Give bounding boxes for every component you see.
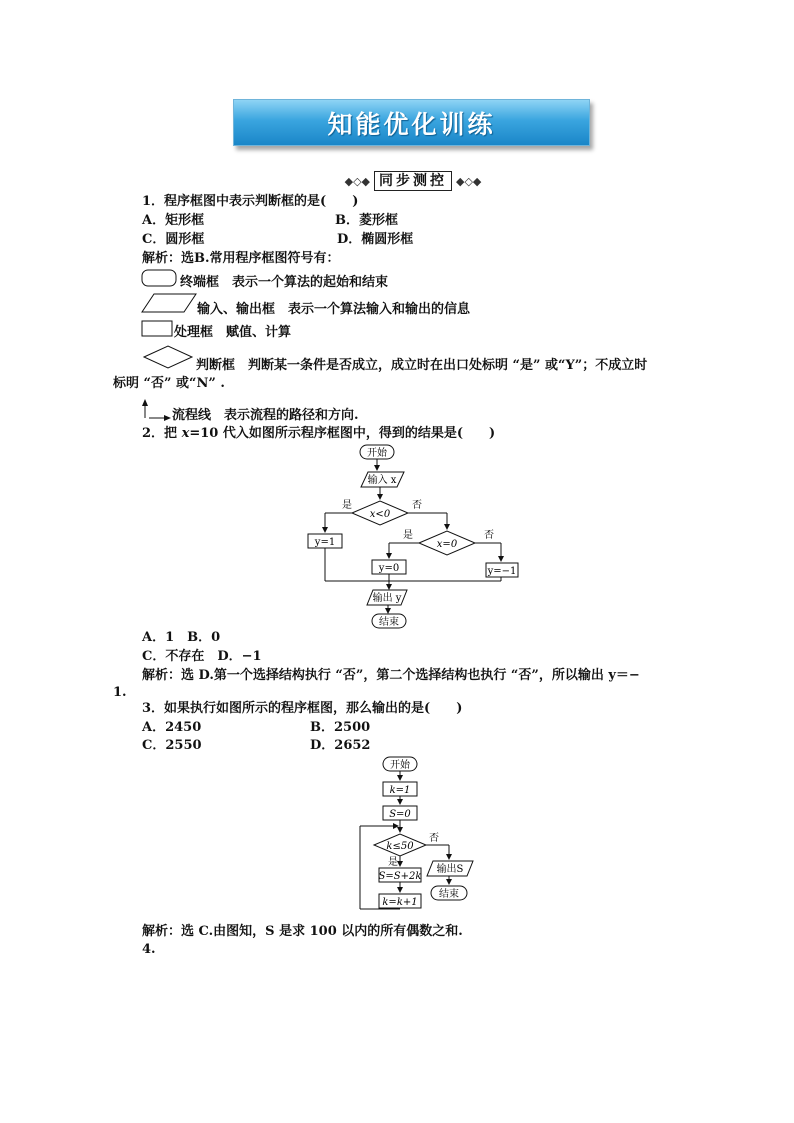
q3-option-b: B．2500: [310, 720, 371, 735]
section-title: 同步测控: [374, 171, 452, 191]
q2-assign-ym1-text: y=−1: [487, 566, 517, 577]
q3-update-s-text: S=S+2k: [378, 871, 422, 882]
q1-symbol-io: 输入、输出框 表示一个算法输入和输出的信息: [197, 302, 471, 317]
q4-label: 4.: [142, 942, 156, 957]
q1-symbol-flowline: 流程线 表示流程的路径和方向.: [172, 408, 359, 423]
q3-option-a: A．2450: [142, 720, 202, 735]
q3-output-text: 输出S: [436, 864, 464, 875]
flow-line-icon: [140, 398, 174, 422]
q3-init-s-text: S=0: [389, 809, 411, 820]
diamond-decoration-icon: ◆◇◆: [344, 174, 370, 188]
q2-cond1-text: x<0: [369, 509, 391, 520]
q2-no1-label: 否: [412, 500, 422, 511]
terminal-box-icon: [140, 268, 180, 288]
q2-stem-post: =10 代入如图所示程序框图中，得到的结果是( ): [189, 426, 496, 441]
q3-stem: 3．如果执行如图所示的程序框图，那么输出的是( ): [142, 701, 463, 716]
q2-flowchart: [300, 441, 530, 633]
q2-cond2-text: x=0: [436, 539, 458, 550]
q2-yes2-label: 是: [403, 530, 413, 541]
diamond-decoration-icon: ◆◇◆: [456, 174, 482, 188]
q3-option-d: D．2652: [310, 738, 371, 753]
q2-stem-pre: 2．把: [142, 426, 182, 441]
q2-start-text: 开始: [367, 448, 387, 459]
q2-stem: [142, 426, 495, 442]
q2-analysis: 解析：选 D.第一个选择结构执行 “否”，第二个选择结构也执行 “否”，所以输出 y＝−: [142, 668, 640, 683]
q1-option-d: D．椭圆形框: [337, 232, 414, 247]
q2-input-text: 输入 x: [367, 475, 397, 486]
q1-symbol-decision: 判断框 判断某一条件是否成立，成立时在出口处标明 “是” 或“Y”；不成立时: [196, 358, 648, 373]
q2-output-text: 输出 y: [372, 593, 402, 604]
q3-start-text: 开始: [390, 760, 410, 771]
q1-symbol-decision-cont: 标明 “否” 或“N” .: [113, 376, 225, 391]
q2-stem-var: x: [181, 426, 190, 441]
q1-symbol-process: 处理框 赋值、计算: [174, 325, 292, 340]
decision-box-icon: [140, 343, 196, 371]
q3-option-c: C．2550: [142, 738, 202, 753]
q1-analysis: 解析：选B.常用程序框图符号有：: [142, 251, 340, 266]
section-heading: [328, 170, 498, 192]
q3-flowchart: [352, 754, 482, 916]
process-box-icon: [140, 319, 176, 339]
io-box-icon: [140, 292, 200, 316]
q3-cond-text: k≤50: [386, 841, 414, 852]
q2-options-cd: C．不存在 D．−1: [142, 649, 262, 664]
q1-option-b: B．菱形框: [335, 213, 398, 228]
q2-assign-y0-text: y=0: [378, 563, 400, 574]
banner-title: 知能优化训练: [327, 109, 496, 139]
q2-yes1-label: 是: [342, 500, 352, 511]
q2-assign-y1-text: y=1: [314, 537, 336, 548]
q2-no2-label: 否: [484, 530, 494, 541]
q3-init-k-text: k=1: [389, 785, 411, 796]
title-banner: [233, 99, 590, 146]
q1-symbol-terminal: 终端框 表示一个算法的起始和结束: [180, 275, 389, 290]
q3-no-label: 否: [429, 833, 439, 844]
q2-analysis-cont: 1.: [113, 685, 127, 700]
q1-option-a: A．矩形框: [142, 213, 205, 228]
q2-options-ab: A．1 B．0: [142, 630, 221, 645]
q2-end-text: 结束: [379, 617, 399, 628]
q1-option-c: C．圆形框: [142, 232, 205, 247]
q3-yes-label: 是: [388, 857, 398, 868]
q3-end-text: 结束: [439, 889, 459, 900]
q1-stem: 1．程序框图中表示判断框的是( ): [142, 194, 359, 209]
q3-analysis: 解析：选 C.由图知，S 是求 100 以内的所有偶数之和.: [142, 924, 463, 939]
q3-update-k-text: k=k+1: [382, 897, 418, 908]
